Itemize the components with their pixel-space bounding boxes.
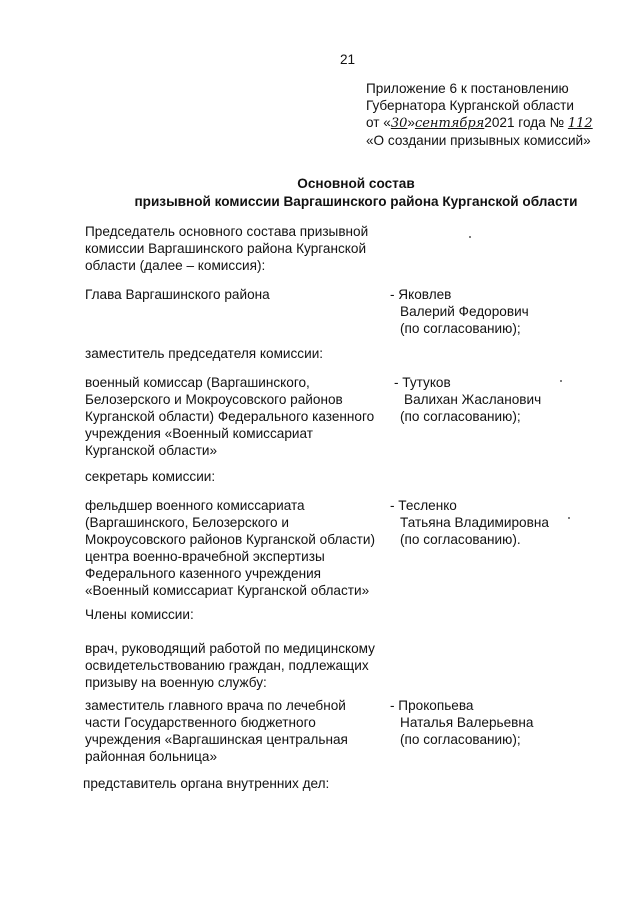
text-line: учреждения «Военный комиссариат [85,426,313,441]
text-line: центра военно-врачебной экспертизы [85,549,325,564]
text-line: заместитель главного врача по лечебной [85,698,346,713]
doctor-heading [85,640,375,691]
appendix-header [366,80,593,149]
text-line: районная больница» [85,749,218,764]
text-line: Валихан Жасланович [404,392,542,407]
secretary-person [390,497,549,548]
secretary-heading [85,468,215,485]
chairman-person [390,286,529,337]
text-line: военный комиссар (Варгашинского, [85,375,310,390]
scan-speck [560,380,562,382]
text-line: врач, руководящий работой по медицинскому [85,641,375,656]
text-line: - Тесленко [390,498,457,513]
text-line: Члены комиссии: [85,607,194,622]
page-number: 21 [339,52,356,67]
doctor-person [390,697,533,748]
text-line: Курганской области» [85,443,218,458]
chairman-heading [85,223,368,274]
text-line: заместитель председателя комиссии: [85,346,324,361]
text-line: (по согласованию); [400,409,521,424]
appendix-line-1: Приложение 6 к постановлению [366,81,569,96]
members-heading [85,606,194,623]
police-heading [83,775,329,792]
deputy-position [85,374,374,459]
doctor-position [85,697,348,765]
text-line: комиссии Варгашинского района Курганской [85,241,367,256]
handwritten-number: 112 [567,116,593,131]
text-line: Наталья Валерьевна [400,715,534,730]
deputy-person [394,374,541,425]
text-line: Федерального казенного учреждения [85,566,322,581]
text-line: представитель органа внутренних дел: [83,776,330,791]
document-title [0,175,640,211]
title-line-1: Основной состав [297,176,415,191]
text-line: Курганской области) Федерального казенного [85,409,375,424]
text-line: (по согласованию); [400,321,521,336]
text-line: - Прокопьева [390,698,474,713]
text-line: Белозерского и Мокроусовского районов [85,392,343,407]
date-prefix: от « [366,115,391,130]
text-line: - Тутуков [394,375,451,390]
text-line: Мокроусовского районов Курганской области) [85,532,376,547]
appendix-line-4: «О создании призывных комиссий» [366,133,591,148]
text-line: части Государственного бюджетного [85,715,316,730]
text-line: «Военный комиссариат Курганской области» [85,583,370,598]
chairman-position [85,286,270,303]
scan-speck [469,236,471,238]
date-year: 2021 года № [484,115,565,130]
secretary-position [85,497,375,599]
handwritten-day: 30 [390,116,408,131]
text-line: - Яковлев [390,287,452,302]
appendix-line-3 [366,114,593,132]
text-line: освидетельствованию граждан, подлежащих [85,658,369,673]
text-line: фельдшер военного комиссариата [85,498,305,513]
text-line: области (далее – комиссия): [85,258,266,273]
appendix-line-2: Губернатора Курганской области [366,98,574,113]
deputy-heading [85,345,323,362]
title-line-2: призывной комиссии Варгашинского района Курганской области [134,194,578,209]
date-mid: » [407,115,415,130]
text-line: Валерий Федорович [400,304,529,319]
text-line: призыву на военную службу: [85,675,267,690]
text-line: (по согласованию). [400,532,521,547]
text-line: секретарь комиссии: [85,469,216,484]
text-line: Татьяна Владимировна [400,515,549,530]
handwritten-month: сентября [414,116,485,131]
text-line: (по согласованию); [400,732,521,747]
text-line: учреждения «Варгашинская центральная [85,732,348,747]
text-line: Председатель основного состава призывной [85,224,369,239]
text-line: (Варгашинского, Белозерского и [85,515,289,530]
scan-speck [568,517,570,519]
text-line: Глава Варгашинского района [85,287,270,302]
